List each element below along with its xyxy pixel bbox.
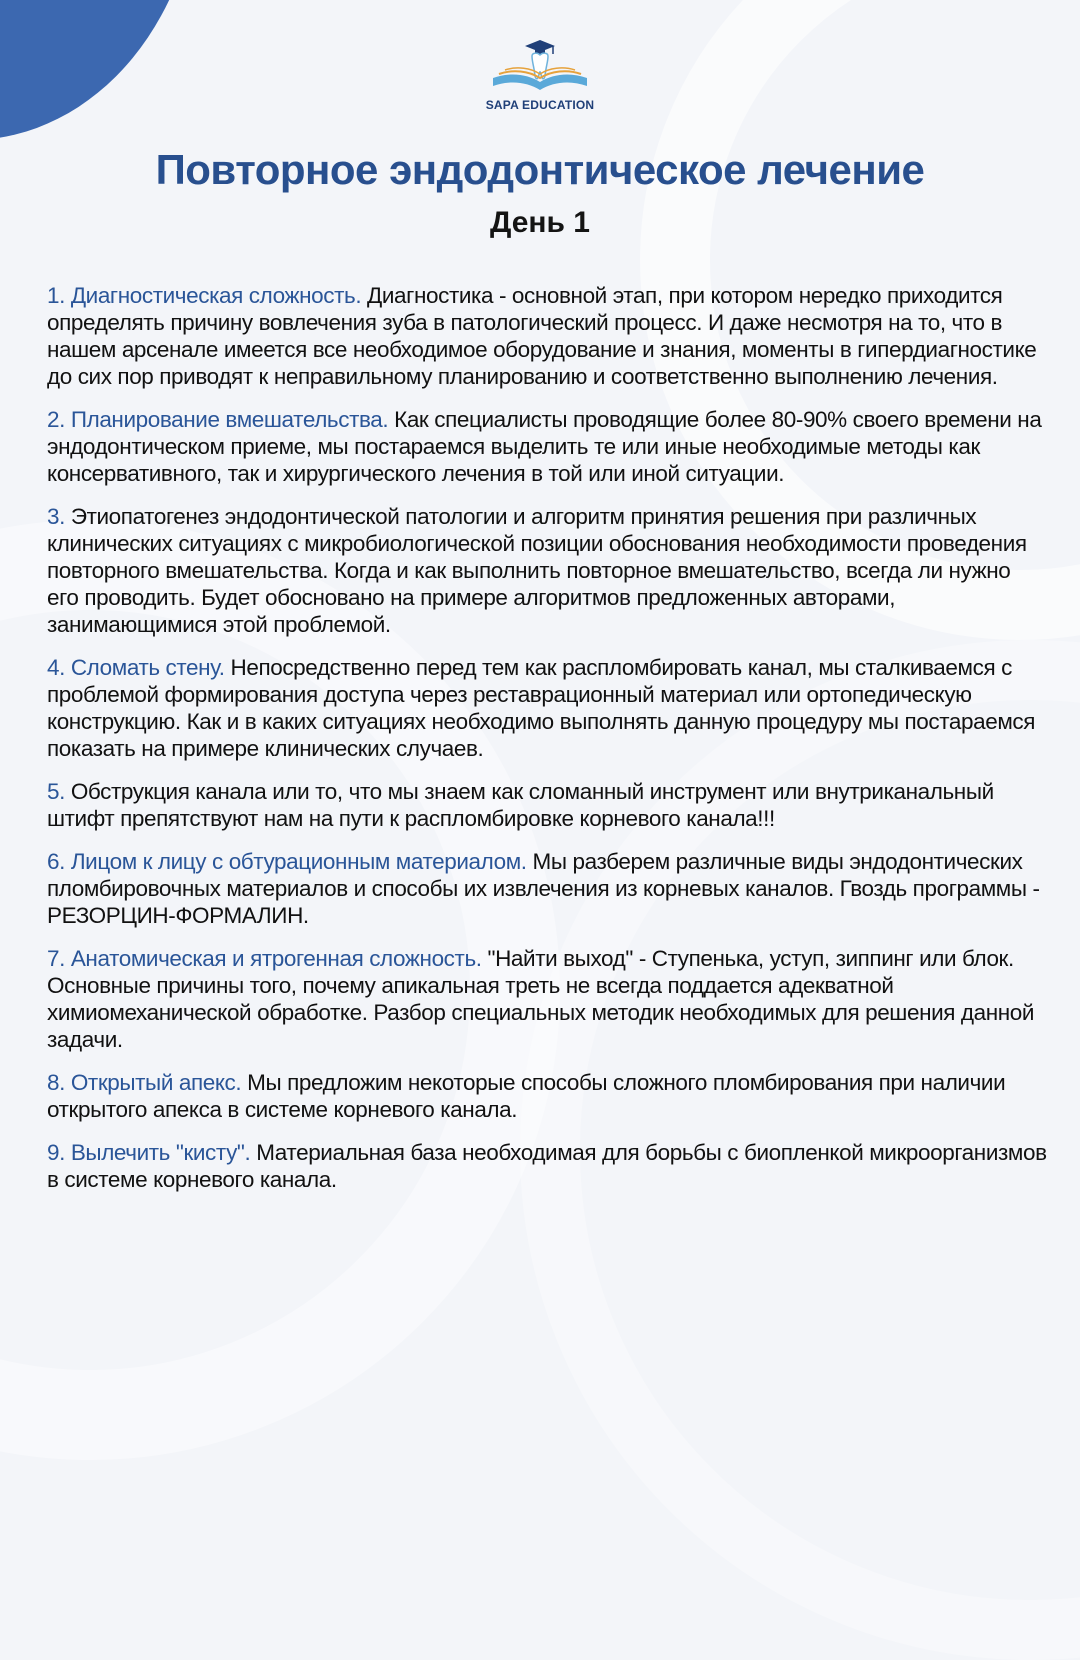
list-item (47, 848, 1047, 929)
item-heading: 6. Лицом к лицу с обтурационным материалом. (47, 849, 527, 874)
page-subtitle: День 1 (489, 206, 590, 239)
item-heading: 5. (47, 779, 65, 804)
item-heading: 8. Открытый апекс. (47, 1070, 242, 1095)
corner-blob-decoration (0, 0, 200, 140)
item-heading: 7. Анатомическая и ятрогенная сложность. (47, 946, 482, 971)
item-text: Этиопатогенез эндодонтической патологии и алгоритм принятия решения при различных клинических ситуациях с микробиологической позиции обоснования необходимости проведения повторного вмешательства. Когда и как выполнить повторное вмешательство, всегда ли нужно его проводить. Будет обосновано на примере алгоритмов предложенных авторами, занимающимися этой проблемой. (47, 504, 1027, 637)
item-text: Диагностика - основной этап, при котором нередко приходится определять причину вовлечения зуба в патологический процесс. И даже несмотря на то, что в нашем арсенале имеется все необходимое оборудование и знания, моменты в гипердиагностике до сих пор приводят к неправильному планированию и соответственно выполнению лечения. (47, 283, 1037, 389)
item-text: Мы предложим некоторые способы сложного пломбирования при наличии открытого апекса в системе корневого канала. (47, 1070, 1006, 1122)
program-list (47, 282, 1047, 1209)
item-text: Материальная база необходимая для борьбы с биопленкой микроорганизмов в системе корневого канала. (47, 1140, 1047, 1192)
list-item (47, 1069, 1047, 1123)
item-text: Мы разберем различные виды эндодонтических пломбировочных материалов и способы их извлечения из корневых каналов. Гвоздь программы - РЕЗОРЦИН-ФОРМАЛИН. (47, 849, 1040, 928)
item-heading: 9. Вылечить "кисту". (47, 1140, 251, 1165)
list-item (47, 406, 1047, 487)
item-text: Как специалисты проводящие более 80-90% своего времени на эндодонтическом приеме, мы постараемся выделить те или иные необходимые методы как консервативного, так и хирургического лечения в той или иной ситуации. (47, 407, 1042, 486)
list-item (47, 654, 1047, 762)
list-item (47, 1139, 1047, 1193)
item-text: "Найти выход" - Ступенька, уступ, зиппинг или блок. Основные причины того, почему апикальная треть не всегда поддается адекватной химиомеханической обработке. Разбор специальных методик необходимых для решения данной задачи. (47, 946, 1035, 1052)
item-heading: 1. Диагностическая сложность. (47, 283, 362, 308)
list-item (47, 778, 1047, 832)
page-title: Повторное эндодонтическое лечение (155, 146, 925, 193)
item-heading: 4. Сломать стену. (47, 655, 225, 680)
logo (480, 36, 600, 120)
item-heading: 3. (47, 504, 65, 529)
item-text: Обструкция канала или то, что мы знаем как сломанный инструмент или внутриканальный штифт препятствуют нам на пути к распломбировке корневого канала!!! (47, 779, 994, 831)
logo-text: SAPA EDUCATION (485, 98, 595, 112)
list-item (47, 503, 1047, 638)
list-item (47, 945, 1047, 1053)
list-item (47, 282, 1047, 390)
item-heading: 2. Планирование вмешательства. (47, 407, 389, 432)
item-text: Непосредственно перед тем как распломбировать канал, мы сталкиваемся с проблемой формирования доступа через реставрационный материал или ортопедическую конструкцию. Как и в каких ситуациях необходимо выполнять данную процедуру мы постараемся показать на примере клинических случаев. (47, 655, 1036, 761)
book-tooth-graduation-cap-icon (485, 36, 595, 96)
